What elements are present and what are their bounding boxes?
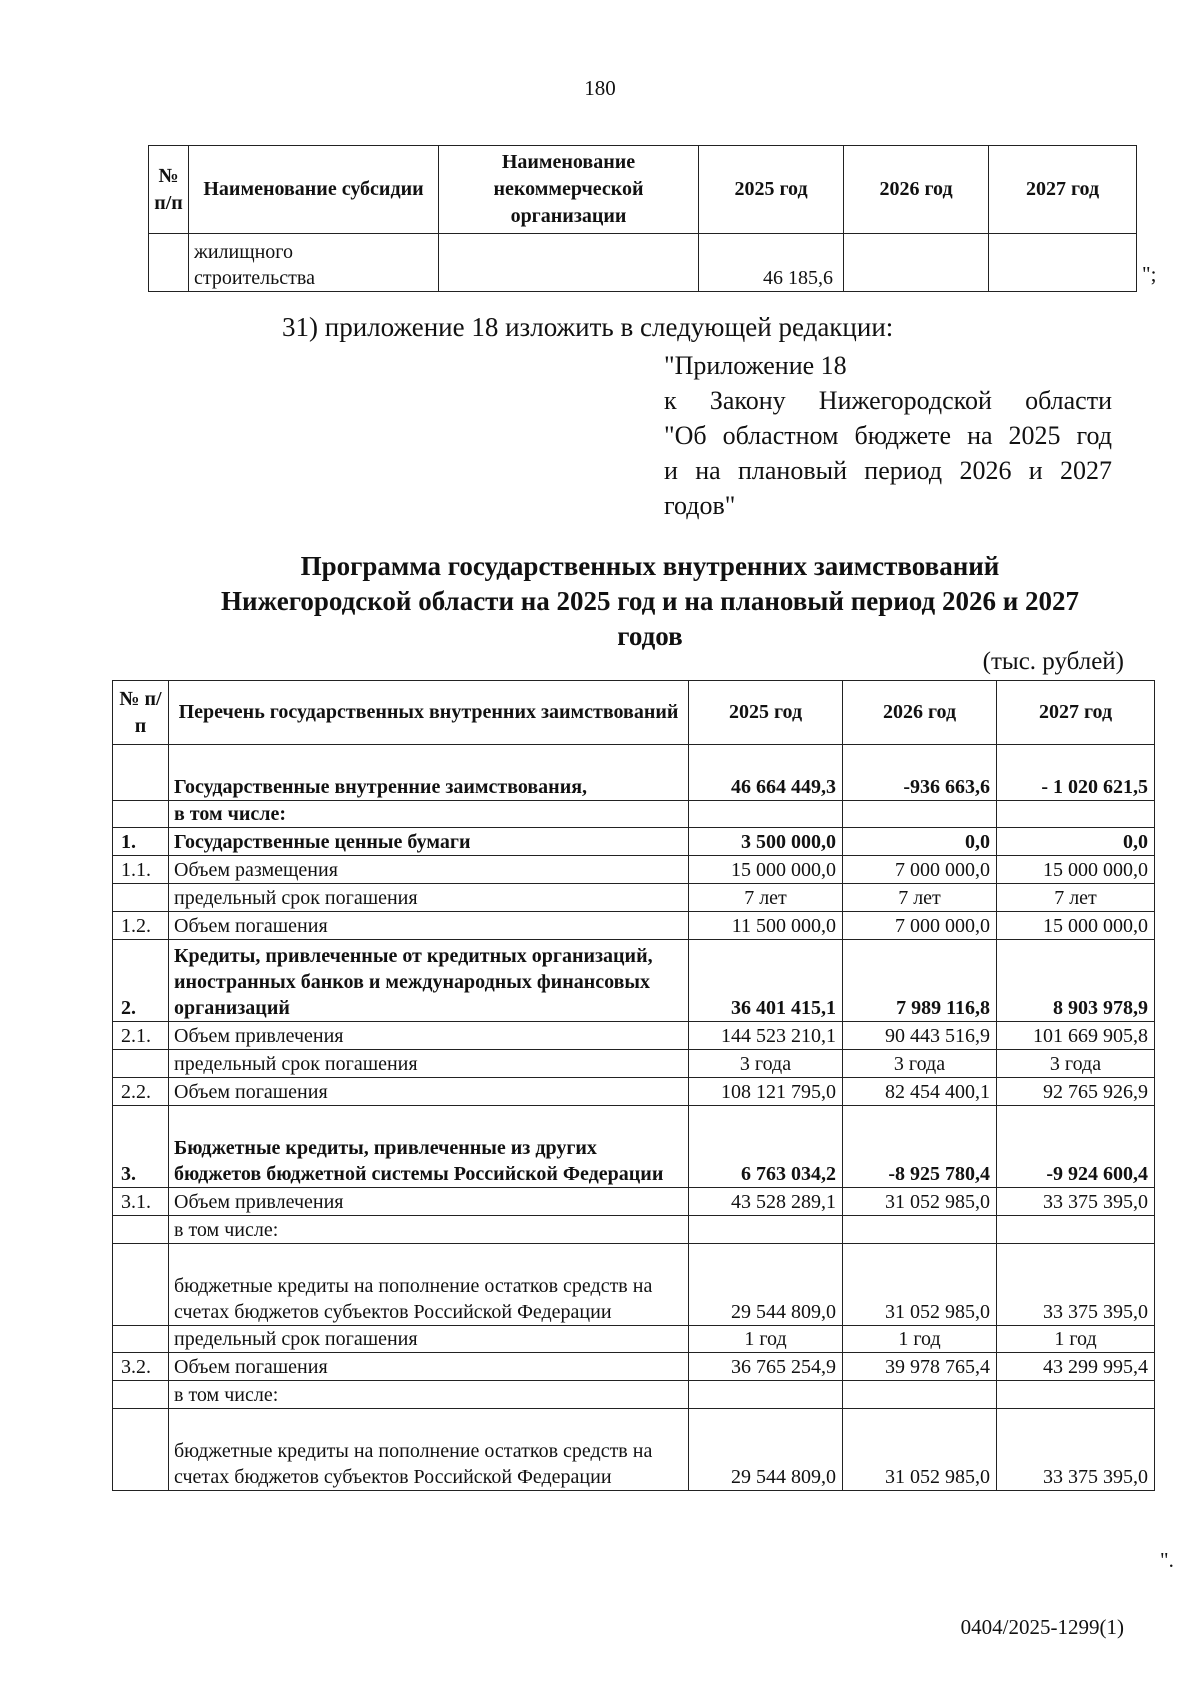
row-name: Объем размещения xyxy=(169,856,689,884)
header-2027: 2027 год xyxy=(997,681,1155,745)
row-2025: 29 544 809,0 xyxy=(689,1244,843,1326)
header-2026: 2026 год xyxy=(844,146,989,234)
row-2027: 15 000 000,0 xyxy=(997,912,1155,940)
header-subsidy-name: Наименование субсидии xyxy=(189,146,439,234)
row-num: 3.2. xyxy=(113,1353,169,1381)
row-2026: -8 925 780,4 xyxy=(843,1106,997,1188)
row-2025 xyxy=(689,1216,843,1244)
row-2025: 46 185,6 xyxy=(699,234,844,292)
row-name: в том числе: xyxy=(169,801,689,828)
row-2027: 15 000 000,0 xyxy=(997,856,1155,884)
row-2025: 6 763 034,2 xyxy=(689,1106,843,1188)
table-row xyxy=(113,1050,1155,1078)
row-2026: 7 000 000,0 xyxy=(843,912,997,940)
table-row xyxy=(149,234,1137,292)
table-row xyxy=(113,912,1155,940)
page-number: 180 xyxy=(584,76,616,100)
row-num xyxy=(113,801,169,828)
row-name: предельный срок погашения xyxy=(169,1326,689,1353)
row-2027: 33 375 395,0 xyxy=(997,1244,1155,1326)
table-row xyxy=(113,1409,1155,1491)
row-name: Государственные ценные бумаги xyxy=(169,828,689,856)
row-num: 2.1. xyxy=(113,1022,169,1050)
table-row xyxy=(113,1106,1155,1188)
row-name: в том числе: xyxy=(169,1381,689,1409)
row-num xyxy=(113,1409,169,1491)
closing-quote-1: "; xyxy=(1142,262,1157,286)
header-num: № п/п xyxy=(149,146,189,234)
table-row xyxy=(113,1353,1155,1381)
row-2027: - 1 020 621,5 xyxy=(997,745,1155,801)
row-subsidy-name-line2: строительства xyxy=(194,267,315,289)
row-num: 1.2. xyxy=(113,912,169,940)
row-num: 1. xyxy=(113,828,169,856)
row-num xyxy=(113,1050,169,1078)
table-row xyxy=(113,1078,1155,1106)
row-2025: 3 года xyxy=(689,1050,843,1078)
row-2025 xyxy=(689,1381,843,1409)
row-2027: 101 669 905,8 xyxy=(997,1022,1155,1050)
row-num xyxy=(113,1381,169,1409)
row-2026: 7 989 116,8 xyxy=(843,940,997,1022)
row-2027: 92 765 926,9 xyxy=(997,1078,1155,1106)
row-2026 xyxy=(843,1216,997,1244)
row-2026: 3 года xyxy=(843,1050,997,1078)
row-2027 xyxy=(989,234,1137,292)
table-row xyxy=(113,1381,1155,1409)
appendix-line2: к Закону Нижегородской области xyxy=(664,386,1112,415)
row-num xyxy=(113,1244,169,1326)
row-num: 3.1. xyxy=(113,1188,169,1216)
row-2025: 46 664 449,3 xyxy=(689,745,843,801)
header-2025: 2025 год xyxy=(689,681,843,745)
row-2026: 7 000 000,0 xyxy=(843,856,997,884)
row-2025: 36 765 254,9 xyxy=(689,1353,843,1381)
header-2026: 2026 год xyxy=(843,681,997,745)
row-num xyxy=(113,745,169,801)
document-code: 0404/2025-1299(1) xyxy=(960,1615,1124,1639)
row-num xyxy=(113,1326,169,1353)
row-2026: -936 663,6 xyxy=(843,745,997,801)
row-2025: 7 лет xyxy=(689,884,843,912)
row-2026: 1 год xyxy=(843,1326,997,1353)
row-2026 xyxy=(844,234,989,292)
header-borrowings-list: Перечень государственных внутренних заимствований xyxy=(169,681,689,745)
row-subsidy-name xyxy=(189,234,439,292)
row-2026: 39 978 765,4 xyxy=(843,1353,997,1381)
table-row xyxy=(113,745,1155,801)
row-2027: 8 903 978,9 xyxy=(997,940,1155,1022)
row-2026: 31 052 985,0 xyxy=(843,1244,997,1326)
row-2026: 31 052 985,0 xyxy=(843,1409,997,1491)
row-subsidy-name-line1: жилищного xyxy=(194,241,294,263)
header-org-name: Наименование некоммерческой организации xyxy=(439,146,699,234)
row-2027: 0,0 xyxy=(997,828,1155,856)
subsidy-table xyxy=(148,145,1137,292)
row-2025: 144 523 210,1 xyxy=(689,1022,843,1050)
title-line2: Нижегородской области на 2025 год и на плановый период 2026 и 2027 xyxy=(220,586,1079,616)
row-name: Объем погашения xyxy=(169,1078,689,1106)
row-name: предельный срок погашения xyxy=(169,884,689,912)
appendix-line3: "Об областном бюджете на 2025 год xyxy=(664,421,1112,450)
title-line3: годов xyxy=(617,621,683,651)
row-name: Объем привлечения xyxy=(169,1022,689,1050)
row-name: Объем погашения xyxy=(169,1353,689,1381)
title-line1: Программа государственных внутренних заимствований xyxy=(300,551,1000,581)
row-name: в том числе: xyxy=(169,1216,689,1244)
row-2027: 33 375 395,0 xyxy=(997,1409,1155,1491)
row-2027: 33 375 395,0 xyxy=(997,1188,1155,1216)
row-name: Государственные внутренние заимствования, xyxy=(169,745,689,801)
row-2026: 90 443 516,9 xyxy=(843,1022,997,1050)
row-2026: 31 052 985,0 xyxy=(843,1188,997,1216)
row-2026 xyxy=(843,1381,997,1409)
row-2026: 0,0 xyxy=(843,828,997,856)
table-row xyxy=(113,884,1155,912)
units-label: (тыс. рублей) xyxy=(982,648,1124,675)
row-2027: 1 год xyxy=(997,1326,1155,1353)
row-2027 xyxy=(997,1216,1155,1244)
subsidy-table-header xyxy=(149,146,1137,234)
row-name: предельный срок погашения xyxy=(169,1050,689,1078)
row-2027: 7 лет xyxy=(997,884,1155,912)
row-2026 xyxy=(843,801,997,828)
row-2025: 108 121 795,0 xyxy=(689,1078,843,1106)
appendix-line4: и на плановый период 2026 и 2027 xyxy=(664,456,1112,485)
header-num: № п/п xyxy=(113,681,169,745)
row-num xyxy=(149,234,189,292)
row-name: бюджетные кредиты на пополнение остатков средств на счетах бюджетов субъектов Российской Федерации xyxy=(169,1409,689,1491)
row-num xyxy=(113,1216,169,1244)
table-row xyxy=(113,801,1155,828)
row-name: Объем погашения xyxy=(169,912,689,940)
row-2026: 7 лет xyxy=(843,884,997,912)
row-2027: 3 года xyxy=(997,1050,1155,1078)
row-name: Кредиты, привлеченные от кредитных организаций, иностранных банков и международных финансовых организаций xyxy=(169,940,689,1022)
table-row xyxy=(113,856,1155,884)
row-name: Объем привлечения xyxy=(169,1188,689,1216)
document-title xyxy=(180,549,1120,654)
row-name: бюджетные кредиты на пополнение остатков средств на счетах бюджетов субъектов Российской Федерации xyxy=(169,1244,689,1326)
row-num: 3. xyxy=(113,1106,169,1188)
row-2025: 43 528 289,1 xyxy=(689,1188,843,1216)
instruction-text: 31) приложение 18 изложить в следующей редакции: xyxy=(282,312,894,342)
header-2027: 2027 год xyxy=(989,146,1137,234)
row-num xyxy=(113,884,169,912)
table-row xyxy=(113,1326,1155,1353)
appendix-heading xyxy=(664,348,1112,523)
row-2025: 15 000 000,0 xyxy=(689,856,843,884)
row-num: 2.2. xyxy=(113,1078,169,1106)
table-row xyxy=(113,940,1155,1022)
table-row xyxy=(113,1188,1155,1216)
row-2027 xyxy=(997,1381,1155,1409)
row-2026: 82 454 400,1 xyxy=(843,1078,997,1106)
appendix-line5: годов" xyxy=(664,491,736,520)
borrowings-table xyxy=(112,680,1155,1491)
row-2025: 3 500 000,0 xyxy=(689,828,843,856)
table-row xyxy=(113,828,1155,856)
row-num: 2. xyxy=(113,940,169,1022)
closing-quote-2: ". xyxy=(1160,1548,1174,1572)
row-2027 xyxy=(997,801,1155,828)
row-name: Бюджетные кредиты, привлеченные из других бюджетов бюджетной системы Российской Федерации xyxy=(169,1106,689,1188)
header-2025: 2025 год xyxy=(699,146,844,234)
borrowings-table-header xyxy=(113,681,1155,745)
row-num: 1.1. xyxy=(113,856,169,884)
row-2025: 11 500 000,0 xyxy=(689,912,843,940)
row-org xyxy=(439,234,699,292)
row-2025: 36 401 415,1 xyxy=(689,940,843,1022)
table-row xyxy=(113,1244,1155,1326)
table-row xyxy=(113,1216,1155,1244)
appendix-line1: "Приложение 18 xyxy=(664,351,847,380)
row-2025: 1 год xyxy=(689,1326,843,1353)
row-2027: 43 299 995,4 xyxy=(997,1353,1155,1381)
row-2025 xyxy=(689,801,843,828)
row-2025: 29 544 809,0 xyxy=(689,1409,843,1491)
row-2027: -9 924 600,4 xyxy=(997,1106,1155,1188)
table-row xyxy=(113,1022,1155,1050)
